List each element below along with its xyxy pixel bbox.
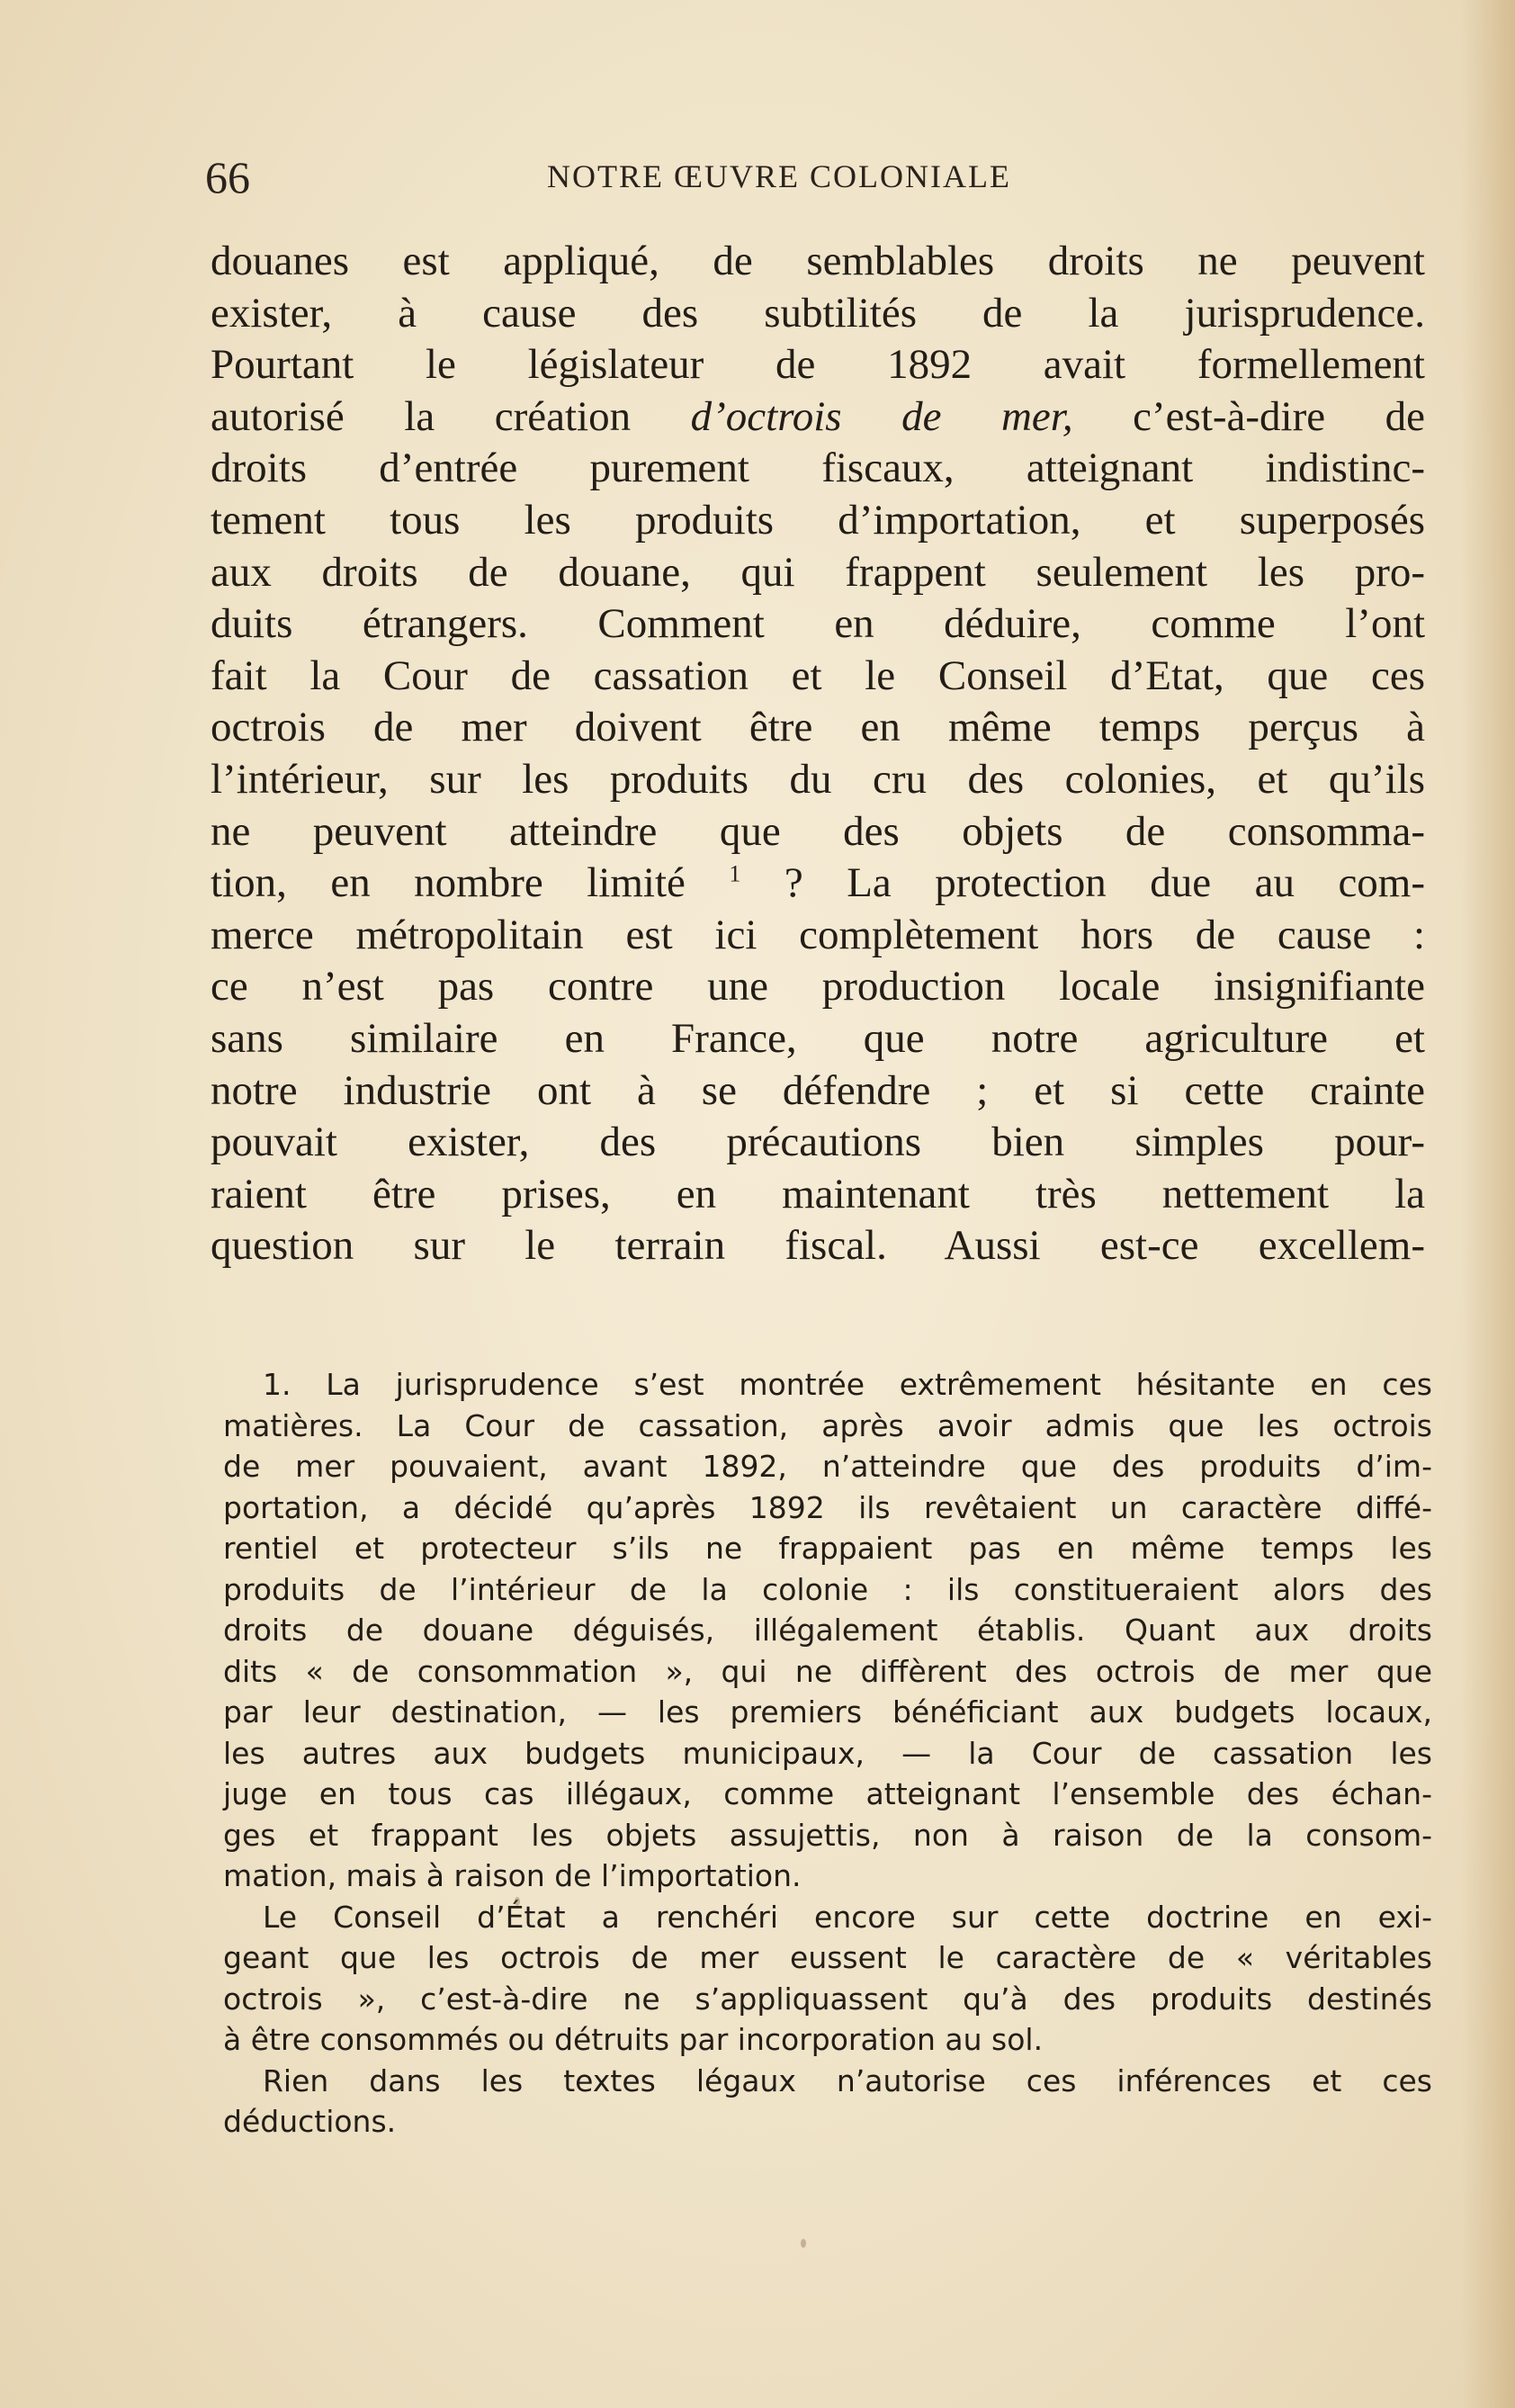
text-line: ne peuvent atteindre que des objets de consomma- [211, 807, 1425, 855]
page-edge-shadow [1461, 0, 1515, 2408]
text-line [211, 858, 1425, 910]
text-line: sans similaire en France, que notre agriculture et [211, 1014, 1425, 1062]
page-header [205, 151, 1429, 205]
footnote-line: par leur destination, — les premiers bénéficiant aux budgets locaux, [223, 1694, 1432, 1730]
footnote-line: droits de douane déguisés, illégalement établis. Quant aux droits [223, 1613, 1432, 1648]
text-line: question sur le terrain fiscal. Aussi est-ce excellem- [211, 1222, 1425, 1270]
text-line: raient être prises, en maintenant très nettement la [211, 1170, 1425, 1217]
footnote-line: 1. La jurisprudence s’est montrée extrêmement hésitante en ces [263, 1367, 1432, 1402]
footnote-line: geant que les octrois de mer eussent le caractère de « véritables [223, 1940, 1432, 1975]
footnote-line: portation, a décidé qu’après 1892 ils revêtaient un caractère diffé- [223, 1489, 1432, 1525]
footnote-line: matières. La Cour de cassation, après avoir admis que les octrois [223, 1407, 1432, 1443]
text-line: duits étrangers. Comment en déduire, comme l’ont [211, 600, 1425, 648]
text-line: l’intérieur, sur les produits du cru des colonies, et qu’ils [211, 755, 1425, 803]
text-line: exister, à cause des subtilités de la jurisprudence. [211, 289, 1425, 337]
footnote-line: dits « de consommation », qui ne diffèrent des octrois de mer que [223, 1653, 1432, 1689]
text-line: aux droits de douane, qui frappent seulement les pro- [211, 548, 1425, 596]
footnote-line: les autres aux budgets municipaux, — la Cour de cassation les [223, 1735, 1432, 1771]
text-line: pouvait exister, des précautions bien simples pour- [211, 1119, 1425, 1166]
text-line [211, 391, 1425, 444]
text-line: notre industrie ont à se défendre ; et si cette crainte [211, 1066, 1425, 1114]
main-text [211, 236, 1425, 1272]
paper-speck [515, 1897, 520, 1906]
running-head: NOTRE ŒUVRE COLONIALE [547, 158, 1011, 194]
footnote-line: produits de l’intérieur de la colonie : ils constitueraient alors des [223, 1571, 1432, 1607]
footnote-line: octrois », c’est-à-dire ne s’appliquassent qu’à des produits destinés [223, 1981, 1432, 2017]
footnote-line: de mer pouvaient, avant 1892, n’atteindre que des produits d’im- [223, 1449, 1432, 1484]
text-segment: autorisé la création [211, 392, 632, 440]
footnote-line: Rien dans les textes légaux n’autorise ces inférences et ces [263, 2062, 1432, 2098]
footnote-line: rentiel et protecteur s’ils ne frappaient pas en même temps les [223, 1531, 1432, 1566]
text-line: Pourtant le législateur de 1892 avait formellement [211, 341, 1425, 389]
footnote-line: à être consommés ou détruits par incorporation au sol. [223, 2022, 1044, 2057]
text-line: ce n’est pas contre une production locale insignifiante [211, 963, 1425, 1011]
footnote-line: déductions. [223, 2104, 397, 2139]
text-line: tement tous les produits d’importation, et superposés [211, 496, 1425, 544]
text-line: droits d’entrée purement fiscaux, atteignant indistinc- [211, 445, 1425, 492]
italic-term: d’octrois de mer, [690, 392, 1073, 440]
text-segment: ? La protection due au com- [784, 859, 1426, 907]
footnote-reference[interactable]: 1 [729, 860, 741, 887]
text-segment: c’est-à-dire de [1133, 392, 1426, 440]
paper-speck [801, 2239, 806, 2248]
text-line: merce métropolitain est ici complètement hors de cause : [211, 911, 1425, 958]
page-number: 66 [205, 152, 250, 202]
footnotes [223, 1364, 1432, 2143]
footnote-line: Le Conseil d’État a renchéri encore sur cette doctrine en exi- [263, 1899, 1432, 1935]
text-line: douanes est appliqué, de semblables droits ne peuvent [211, 238, 1425, 284]
footnote-line: mation, mais à raison de l’importation. [223, 1858, 802, 1893]
text-line: fait la Cour de cassation et le Conseil d’Etat, que ces [211, 651, 1425, 699]
footnote-line: ges et frappant les objets assujettis, non à raison de la consom- [223, 1817, 1432, 1853]
text-segment: tion, en nombre limité [211, 859, 686, 907]
footnote-line: juge en tous cas illégaux, comme atteignant l’ensemble des échan- [223, 1776, 1432, 1811]
text-line: octrois de mer doivent être en même temps perçus à [211, 704, 1425, 751]
